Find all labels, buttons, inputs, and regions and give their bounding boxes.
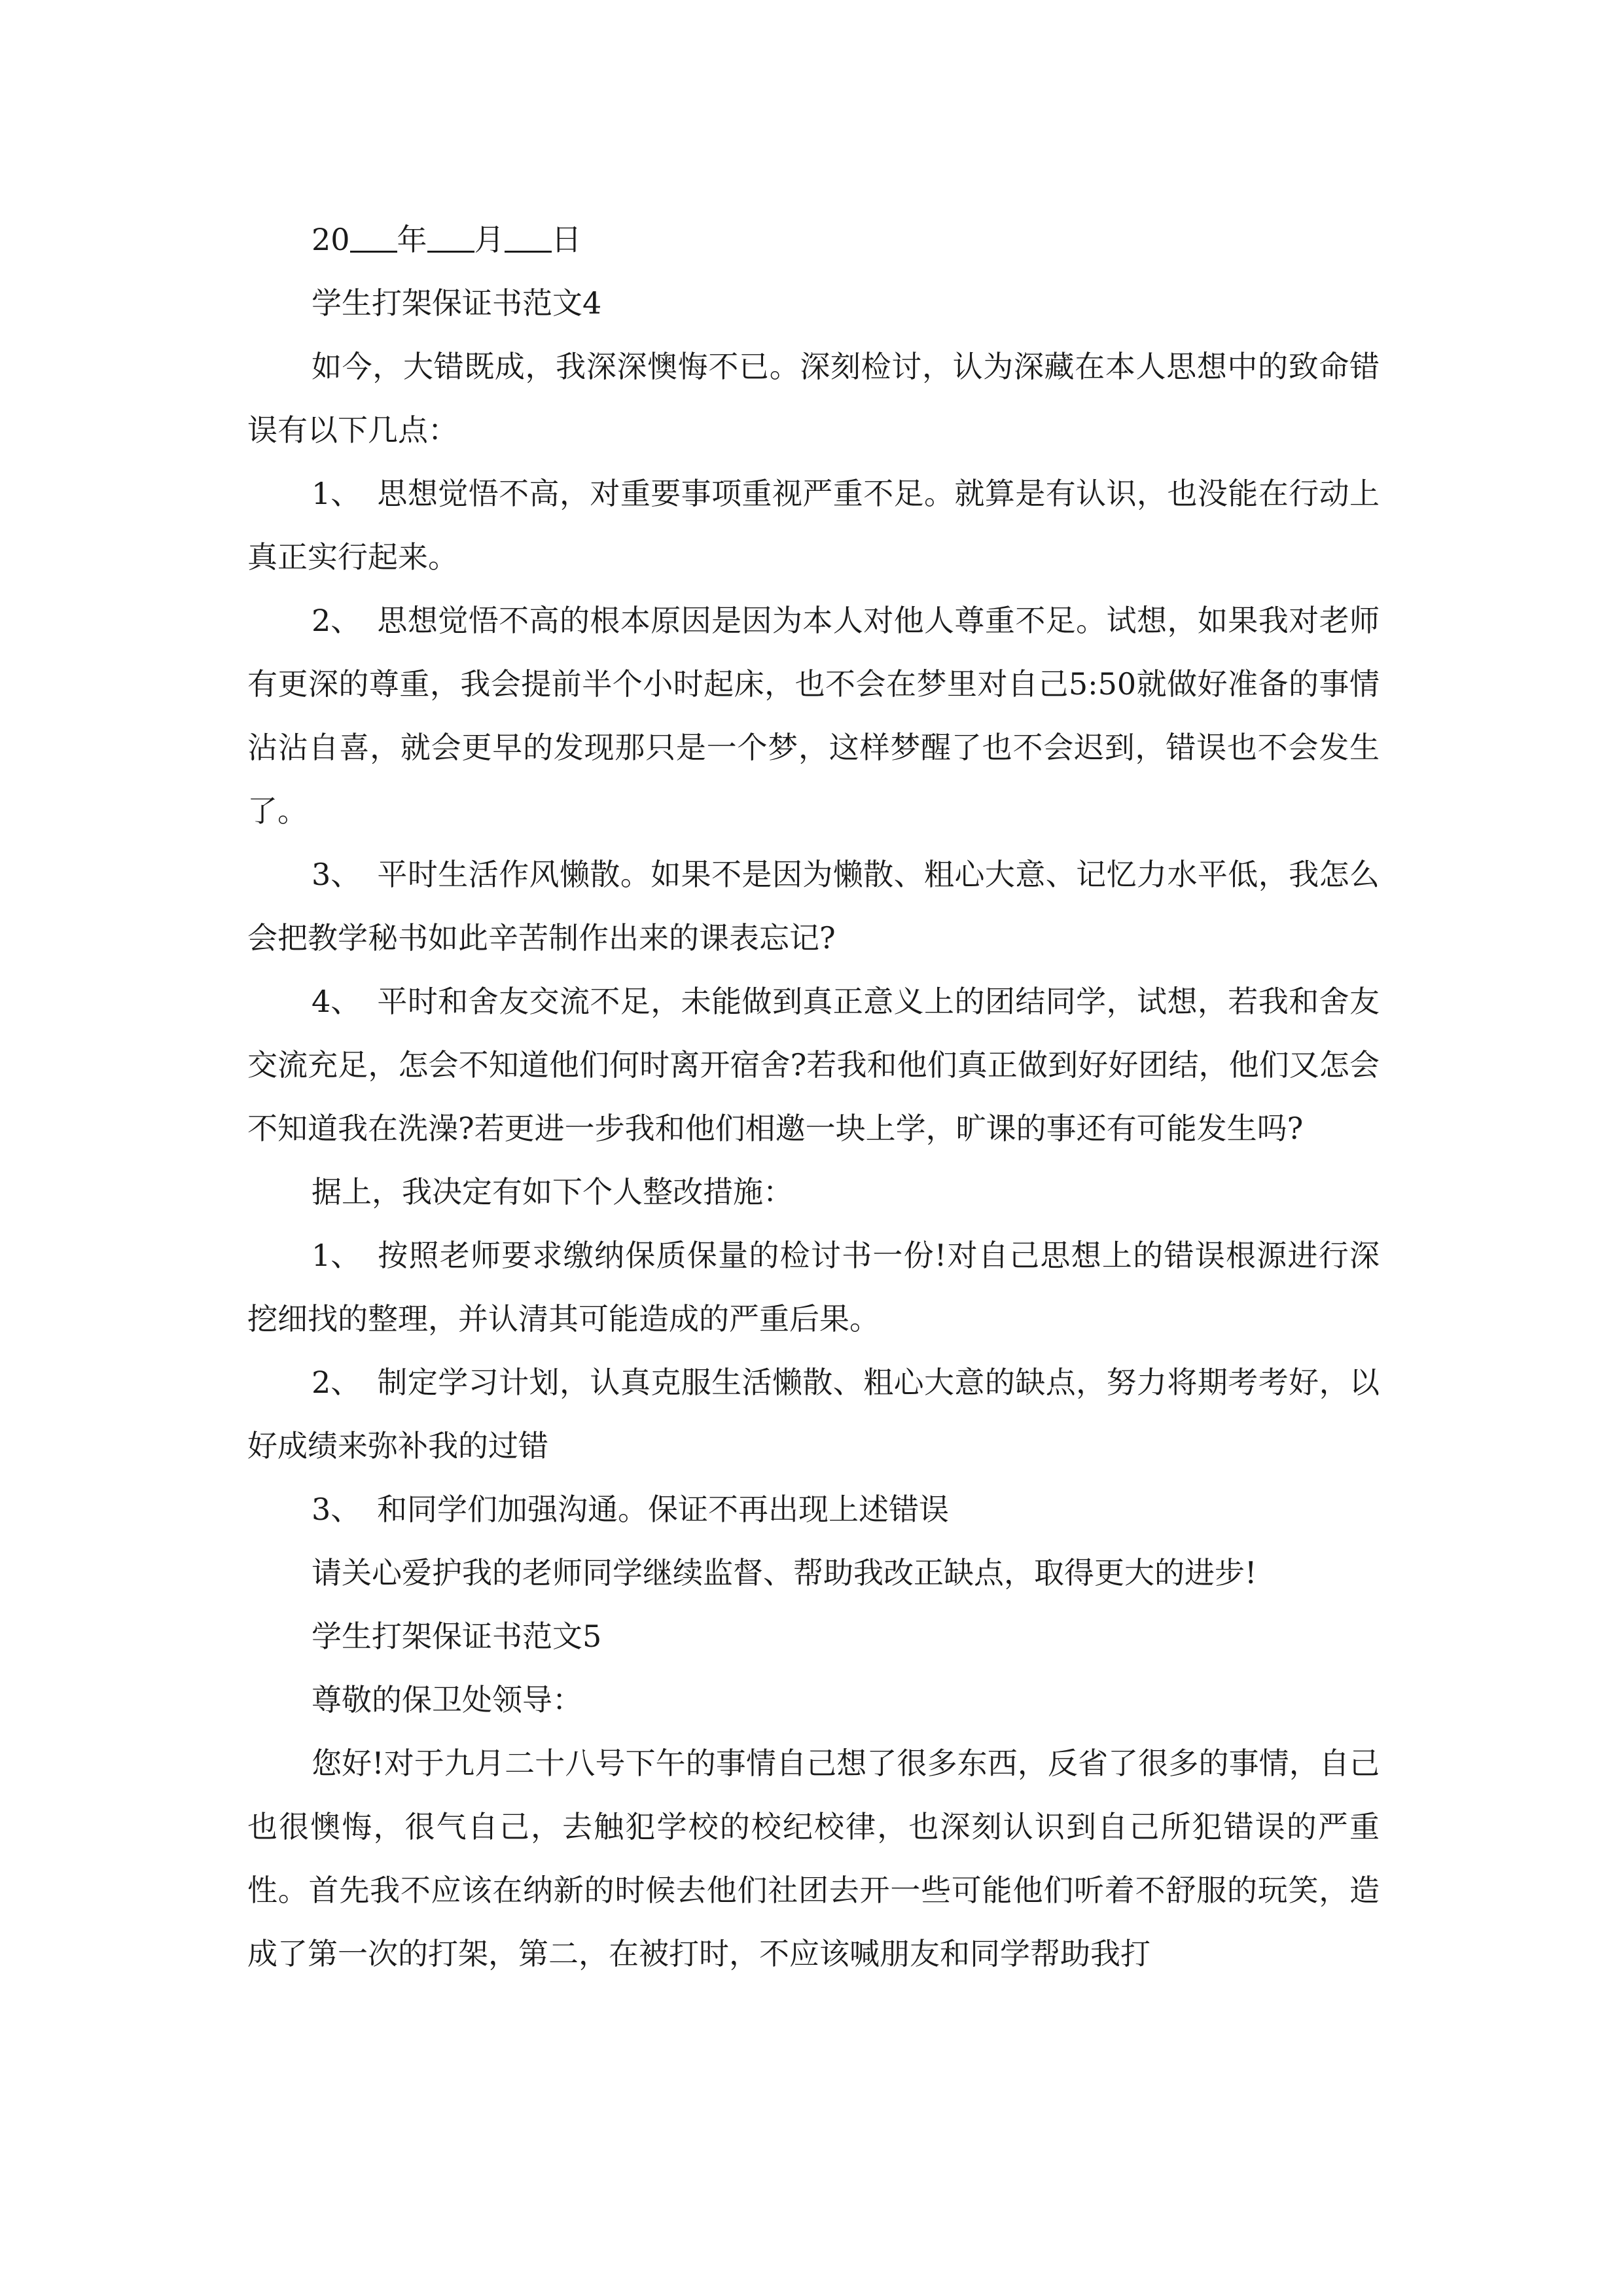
section-heading-5: 学生打架保证书范文5 — [312, 1619, 602, 1654]
error-number: 2、 — [312, 603, 361, 638]
measure-number: 1、 — [312, 1238, 361, 1273]
error-number: 1、 — [312, 476, 361, 511]
year-blank — [350, 222, 397, 253]
date-year-prefix: 20 — [312, 222, 350, 257]
intro-paragraph: 如今，大错既成，我深深懊悔不已。深刻检讨，认为深藏在本人思想中的致命错误有以下几点： — [247, 349, 1380, 448]
measure-item — [247, 1351, 1380, 1478]
month-blank — [427, 222, 474, 253]
error-number: 4、 — [312, 984, 361, 1019]
document-body — [247, 208, 1380, 1986]
error-number: 3、 — [312, 857, 361, 892]
measure-text: 和同学们加强沟通。保证不再出现上述错误 — [377, 1492, 949, 1527]
body-paragraph-5: 您好!对于九月二十八号下午的事情自己想了很多东西，反省了很多的事情，自己也很懊悔，很气自己，去触犯学校的校纪校律，也深刻认识到自己所犯错误的严重性。首先我不应该在纳新的时候去他们社团去开一些可能他们听着不舒服的玩笑，造成了第一次的打架，第二，在被打时，不应该喊朋友和同学帮助我打 — [247, 1746, 1380, 1971]
measure-item — [247, 1478, 1380, 1541]
measure-text: 制定学习计划，认真克服生活懒散、粗心大意的缺点，努力将期考考好，以好成绩来弥补我的过错 — [247, 1365, 1380, 1463]
measure-number: 3、 — [312, 1492, 361, 1527]
salutation: 尊敬的保卫处领导： — [312, 1682, 582, 1717]
date-line — [247, 208, 1380, 272]
error-item — [247, 843, 1380, 970]
measure-number: 2、 — [312, 1365, 361, 1400]
date-year-label: 年 — [397, 222, 427, 257]
measure-item — [247, 1224, 1380, 1351]
error-text: 平时生活作风懒散。如果不是因为懒散、粗心大意、记忆力水平低，我怎么会把教学秘书如此辛苦制作出来的课表忘记? — [247, 857, 1380, 956]
day-blank — [505, 222, 552, 253]
date-month-label: 月 — [474, 222, 505, 257]
measure-text: 按照老师要求缴纳保质保量的检讨书一份!对自己思想上的错误根源进行深挖细找的整理，并认清其可能造成的严重后果。 — [247, 1238, 1380, 1336]
measures-intro: 据上，我决定有如下个人整改措施： — [312, 1174, 793, 1210]
error-item — [247, 589, 1380, 843]
section-heading-4: 学生打架保证书范文4 — [312, 285, 602, 321]
error-text: 思想觉悟不高的根本原因是因为本人对他人尊重不足。试想，如果我对老师有更深的尊重，我会提前半个小时起床，也不会在梦里对自己5:50就做好准备的事情沾沾自喜，就会更早的发现那只是一个梦，这样梦醒了也不会迟到，错误也不会发生了。 — [247, 603, 1380, 829]
error-item — [247, 970, 1380, 1160]
error-text: 思想觉悟不高，对重要事项重视严重不足。就算是有认识，也没能在行动上真正实行起来。 — [247, 476, 1380, 575]
date-day-label: 日 — [551, 222, 582, 257]
error-item — [247, 462, 1380, 589]
closing-paragraph: 请关心爱护我的老师同学继续监督、帮助我改正缺点，取得更大的进步! — [312, 1555, 1257, 1590]
error-text: 平时和舍友交流不足，未能做到真正意义上的团结同学，试想，若我和舍友交流充足，怎会不知道他们何时离开宿舍?若我和他们真正做到好好团结，他们又怎会不知道我在洗澡?若更进一步我和他们相邀一块上学，旷课的事还有可能发生吗? — [247, 984, 1380, 1146]
